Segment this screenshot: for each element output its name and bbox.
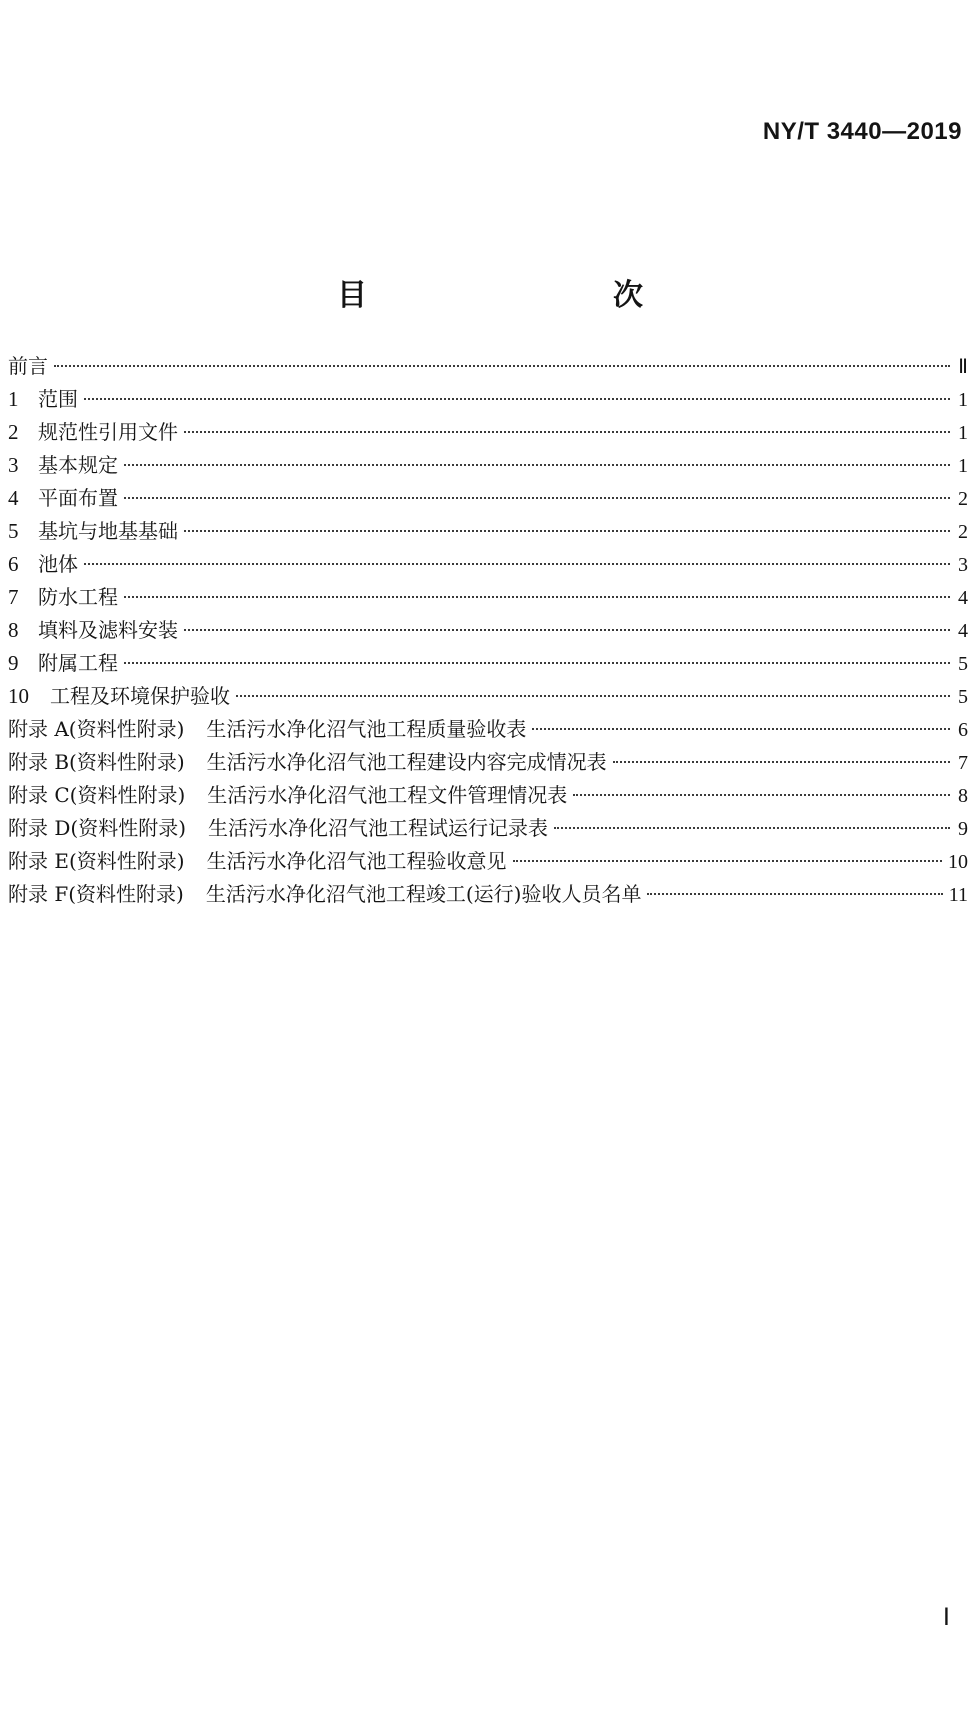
toc-entry-label: 生活污水净化沼气池工程建设内容完成情况表 [206, 750, 607, 774]
toc-entry-prefix: 附录 D(资料性附录) [8, 816, 186, 840]
toc-entry-label: 规范性引用文件 [38, 420, 178, 444]
toc-entry-label: 池体 [38, 552, 78, 576]
dot-leader [124, 596, 950, 598]
page-title: 目 次 [337, 278, 705, 314]
dot-leader [84, 398, 950, 400]
toc-entry-label: 生活污水净化沼气池工程试运行记录表 [208, 816, 548, 840]
toc-entry-number: 8 [8, 618, 19, 642]
dot-leader [613, 761, 950, 763]
toc-entry-number: 7 [8, 585, 19, 609]
toc-entry-page: 6 [958, 719, 968, 741]
dot-leader [513, 860, 942, 862]
dot-leader [124, 464, 950, 466]
toc-entry-section-6[interactable] [8, 548, 968, 581]
toc-entry-section-1[interactable] [8, 383, 968, 416]
dot-leader [236, 695, 950, 697]
toc-entry-section-9[interactable] [8, 647, 968, 680]
toc-entry-number: 1 [8, 387, 19, 411]
toc-entry-label: 前言 [8, 354, 48, 378]
dot-leader [184, 530, 950, 532]
toc-entry-label: 防水工程 [38, 585, 118, 609]
toc-entry-label: 工程及环境保护验收 [50, 684, 230, 708]
page-number: Ⅰ [942, 1605, 950, 1631]
toc-entry-label: 基本规定 [38, 453, 118, 477]
toc-entry-appendix-c[interactable] [8, 779, 968, 812]
toc-entry-section-3[interactable] [8, 449, 968, 482]
dot-leader [124, 497, 950, 499]
toc-entry-page: 4 [958, 587, 968, 609]
toc-entry-number: 5 [8, 519, 19, 543]
toc-entry-prefix: 附录 A(资料性附录) [8, 717, 185, 741]
toc-entry-section-5[interactable] [8, 515, 968, 548]
dot-leader [54, 365, 950, 367]
toc-entry-label: 范围 [38, 387, 78, 411]
toc-entry-prefix: 附录 B(资料性附录) [8, 750, 185, 774]
toc-entry-label: 生活污水净化沼气池工程验收意见 [206, 849, 507, 873]
toc-entry-page: 9 [958, 818, 968, 840]
toc-entry-prefix: 附录 F(资料性附录) [8, 882, 184, 906]
toc-entry-number: 3 [8, 453, 19, 477]
toc-entry-label: 附属工程 [38, 651, 118, 675]
toc-entry-page: 11 [948, 884, 968, 906]
toc-entry-appendix-d[interactable] [8, 812, 968, 845]
toc-entry-number: 4 [8, 486, 19, 510]
toc-entry-page: 1 [958, 455, 968, 477]
toc-entry-section-8[interactable] [8, 614, 968, 647]
toc-entry-appendix-e[interactable] [8, 845, 968, 878]
toc-entry-number: 10 [8, 684, 29, 708]
dot-leader [532, 728, 950, 730]
toc-entry-page: 4 [958, 620, 968, 642]
toc-entry-section-2[interactable] [8, 416, 968, 449]
toc-entry-page: 1 [958, 422, 968, 444]
dot-leader [184, 629, 950, 631]
table-of-contents [8, 350, 968, 911]
dot-leader [84, 563, 950, 565]
toc-entry-label: 生活污水净化沼气池工程质量验收表 [206, 717, 527, 741]
toc-entry-label: 平面布置 [38, 486, 118, 510]
toc-entry-prefix: 附录 E(资料性附录) [8, 849, 185, 873]
toc-entry-label: 填料及滤料安装 [38, 618, 178, 642]
toc-entry-page: Ⅱ [958, 356, 968, 378]
dot-leader [647, 893, 942, 895]
standard-number: NY/T 3440—2019 [762, 118, 962, 145]
toc-entry-number: 9 [8, 651, 19, 675]
toc-entry-appendix-b[interactable] [8, 746, 968, 779]
toc-entry-page: 10 [948, 851, 968, 873]
dot-leader [573, 794, 950, 796]
toc-entry-label: 生活污水净化沼气池工程竣工(运行)验收人员名单 [205, 882, 642, 906]
toc-entry-foreword[interactable] [8, 350, 968, 383]
toc-entry-section-4[interactable] [8, 482, 968, 515]
toc-entry-number: 6 [8, 552, 19, 576]
toc-entry-section-7[interactable] [8, 581, 968, 614]
toc-entry-label: 基坑与地基基础 [38, 519, 178, 543]
toc-entry-page: 5 [958, 653, 968, 675]
toc-entry-number: 2 [8, 420, 19, 444]
toc-entry-page: 3 [958, 554, 968, 576]
toc-entry-page: 1 [958, 389, 968, 411]
toc-entry-label: 生活污水净化沼气池工程文件管理情况表 [207, 783, 568, 807]
toc-entry-appendix-a[interactable] [8, 713, 968, 746]
toc-entry-prefix: 附录 C(资料性附录) [8, 783, 186, 807]
dot-leader [184, 431, 950, 433]
toc-entry-page: 2 [958, 521, 968, 543]
toc-entry-appendix-f[interactable] [8, 878, 968, 911]
toc-entry-page: 8 [958, 785, 968, 807]
toc-entry-page: 7 [958, 752, 968, 774]
dot-leader [554, 827, 950, 829]
toc-entry-page: 5 [958, 686, 968, 708]
toc-entry-section-10[interactable] [8, 680, 968, 713]
toc-entry-page: 2 [958, 488, 968, 510]
dot-leader [124, 662, 950, 664]
